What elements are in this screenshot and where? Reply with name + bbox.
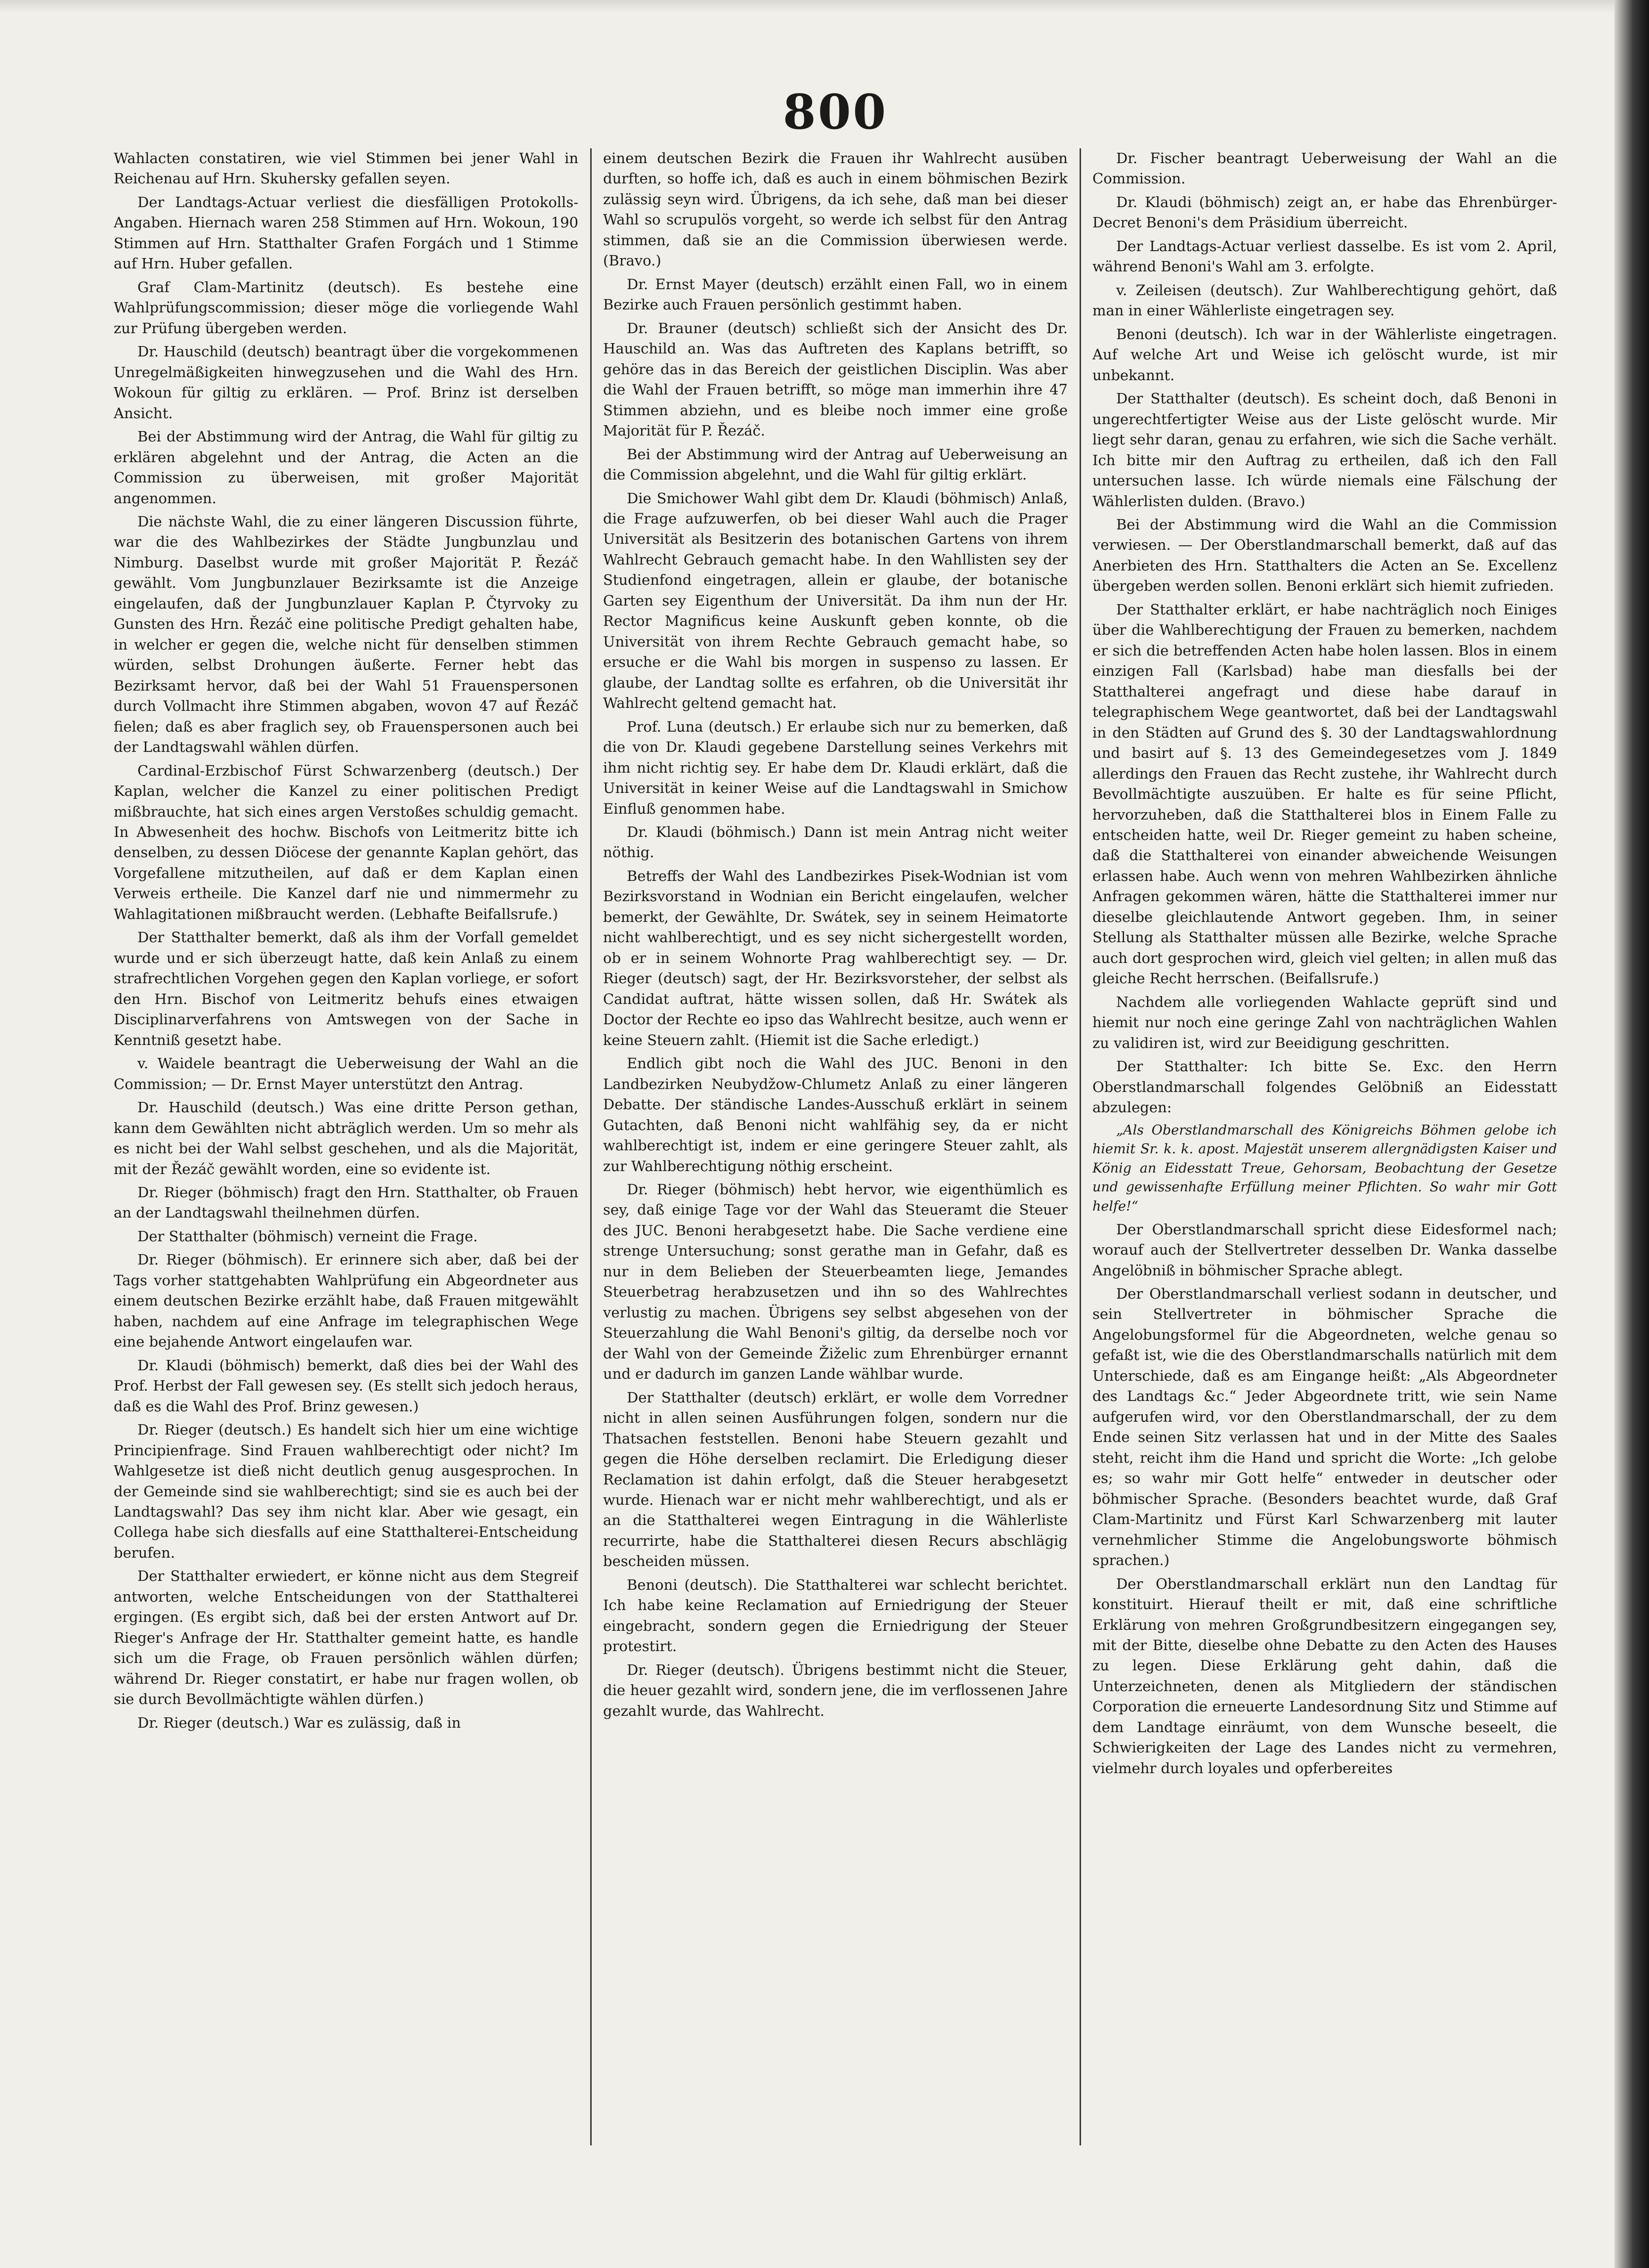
- column-rule: [1080, 148, 1081, 2145]
- paragraph: Graf Clam-Martinitz (deutsch). Es bestehe eine Wahlprüfungscommission; dieser möge die vorliegende Wahl zur Prüfung übergeben werden.: [114, 278, 578, 337]
- paragraph: Der Oberstlandmarschall erklärt nun den Landtag für konstituirt. Hierauf theilt er mit, daß eine schriftliche Erklärung von mehren Großgrundbesitzern eingegangen sey, mit der Bitte, dieselbe ohne Debatte zu den Acten des Hauses zu legen. Diese Erklärung geht dahin, daß die Unterzeichneten, denen als Mitgliedern der ständischen Corporation die erneuerte Landesordnung Sitz und Stimme auf dem Landtage einräumt, von dem Wunsche beseelt, die Schwierigkeiten der Lage des Landes nicht zu vermehren, vielmehr durch loyales und opferbereites: [1092, 1575, 1557, 1777]
- paragraph: Bei der Abstimmung wird der Antrag auf Ueberweisung an die Commission abgelehnt, und die Wahl für giltig erklärt.: [603, 445, 1068, 483]
- scan-binding-edge: [1614, 0, 1649, 2268]
- paragraph: Nachdem alle vorliegenden Wahlacte geprüft sind und hiemit nur noch eine geringe Zahl von nachträglichen Wahlen zu validiren ist, wird zur Beeidigung geschritten.: [1092, 993, 1557, 1051]
- scan-top-shadow: [0, 0, 1614, 13]
- paragraph: Dr. Fischer beantragt Ueberweisung der Wahl an die Commission.: [1092, 150, 1557, 187]
- paragraph: Dr. Rieger (deutsch.) Es handelt sich hier um eine wichtige Principienfrage. Sind Frauen wahlberechtigt oder nicht? Im Wahlgesetze ist dieß nicht deutlich genug ausgesprochen. In der Gemeinde sind sie wahlberechtigt; sind sie es auch bei der Landtagswahl? Das sey ihm nicht klar. Aber wie gesagt, ein Collega habe sich diesfalls auf eine Statthalterei-Entscheidung berufen.: [114, 1421, 578, 1561]
- paragraph: Dr. Rieger (deutsch.) War es zulässig, daß in: [137, 1714, 461, 1731]
- paragraph: Dr. Hauschild (deutsch) beantragt über die vorgekommenen Unregelmäßigkeiten hinwegzusehen und die Wahl des Hrn. Wokoun für giltig zu erklären. — Prof. Brinz ist derselben Ansicht.: [114, 343, 578, 422]
- paragraph: Der Statthalter erwiedert, er könne nicht aus dem Stegreif antworten, welche Entscheidungen von der Statthalterei ergingen. (Es ergibt sich, daß bei der ersten Antwort auf Dr. Rieger's Anfrage der Hr. Statthalter gemeint hatte, es handle sich um die Frage, ob Frauen persönlich wählen dürfen; während Dr. Rieger constatirt, er habe nur fragen wollen, ob sie durch Bevollmächtigte wählen dürfen.): [114, 1568, 578, 1708]
- paragraph: Dr. Rieger (deutsch). Übrigens bestimmt nicht die Steuer, die heuer gezahlt wird, sondern jene, die im verflossenen Jahre gezahlt wurde, das Wahlrecht.: [603, 1661, 1068, 1719]
- paragraph: Endlich gibt noch die Wahl des JUC. Benoni in den Landbezirken Neubydžow-Chlumetz Anlaß zu einer längeren Debatte. Der ständische Landes-Ausschuß erklärt in seinem Gutachten, daß Benoni nicht wahlfähig sey, da er nicht wahlberechtigt ist, indem er eine geringere Steuer zahlt, als zur Wahlberechtigung nöthig erscheint.: [603, 1055, 1068, 1175]
- paragraph: Der Landtags-Actuar verliest dasselbe. Es ist vom 2. April, während Benoni's Wahl am 3. erfolgte.: [1092, 237, 1557, 275]
- paragraph: Der Statthalter (deutsch) erklärt, er wolle dem Vorredner nicht in allen seinen Ausführungen folgen, sondern nur die Thatsachen feststellen. Benoni habe Steuern gezahlt und gegen die Höhe derselben reclamirt. Die Erledigung dieser Reclamation ist dahin erfolgt, daß die Steuer herabgesetzt wurde. Hienach war er nicht mehr wahlberechtigt, und als er an die Statthalterei wegen Eintragung in die Wählerliste recurrirte, habe die Statthalterei diesen Recurs abschlägig bescheiden müssen.: [603, 1389, 1068, 1570]
- paragraph: einem deutschen Bezirk die Frauen ihr Wahlrecht ausüben durften, so hoffe ich, daß es auch in einem böhmischen Bezirk zulässig seyn wird. Übrigens, da ich sehe, daß man bei dieser Wahl so scrupulös vorgeht, so werde ich selbst für den Antrag stimmen, daß sie an die Commission überwiesen werde. (Bravo.): [603, 150, 1068, 269]
- paragraph: Die Smichower Wahl gibt dem Dr. Klaudi (böhmisch) Anlaß, die Frage aufzuwerfen, ob bei dieser Wahl auch die Prager Universität als Besitzerin des botanischen Gartens von ihrem Wahlrecht Gebrauch gemacht habe. In den Wahllisten sey der Studienfond eingetragen, allein er glaube, der botanische Garten sey Eigenthum der Universität. Da ihm nun der Hr. Rector Magnificus keine Auskunft geben konnte, ob die Universität von ihrem Rechte Gebrauch gemacht habe, so ersuche er die Wahl bis morgen in suspenso zu lassen. Er glaube, der Landtag sollte es erfahren, ob die Universität ihr Wahlrecht geltend gemacht hat.: [603, 489, 1068, 712]
- newspaper-page: [114, 74, 1557, 2150]
- paragraph: Dr. Klaudi (böhmisch) zeigt an, er habe das Ehrenbürger-Decret Benoni's dem Präsidium überreicht.: [1092, 193, 1557, 231]
- page-number: 800: [782, 84, 888, 140]
- paragraph: Dr. Rieger (böhmisch) hebt hervor, wie eigenthümlich es sey, daß einige Tage vor der Wahl das Steueramt die Steuer des JUC. Benoni herabgesetzt habe. Die Sache verdiene eine strenge Untersuchung; sonst gerathe man in Gefahr, daß es nur in dem Belieben der Steuerbeamten liege, Jemandes Steuerbetrag herabzusetzen und ihn so des Wahlrechtes verlustig zu machen. Übrigens sey selbst abgesehen von der Steuerzahlung die Wahl Benoni's giltig, da derselbe noch vor der Wahl von der Gemeinde Žiželic zum Ehrenbürger ernannt und er dadurch im ganzen Lande wählbar wurde.: [603, 1180, 1068, 1383]
- paragraph: Benoni (deutsch). Ich war in der Wählerliste eingetragen. Auf welche Art und Weise ich gelöscht wurde, ist mir unbekannt.: [1092, 325, 1557, 384]
- text-column-2: [603, 148, 1068, 2145]
- paragraph: Der Oberstlandmarschall verliest sodann in deutscher, und sein Stellvertreter in böhmischer Sprache die Angelobungsformel für die Abgeordneten, welche genau so gefaßt ist, wie die des Oberstlandmarschalls natürlich mit dem Unterschiede, daß es am Eingange heißt: „Als Abgeordneter des Landtags &c.“ Jeder Abgeordnete tritt, wie sein Name aufgerufen wird, vor den Oberstlandmarschall, der zu dem Ende seinen Sitz verlassen hat und in der Mitte des Saales steht, reicht ihm die Hand und spricht die Worte: „Ich gelobe es; so wahr mir Gott helfe“ entweder in deutscher oder böhmischer Sprache. (Besonders beachtet wurde, daß Graf Clam-Martinitz und Fürst Karl Schwarzenberg mit lauter vernehmlicher Stimme die Angelobungsworte böhmisch sprachen.): [1092, 1285, 1557, 1569]
- paragraph: Der Landtags-Actuar verliest die diesfälligen Protokolls-Angaben. Hiernach waren 258 Stimmen auf Hrn. Wokoun, 190 Stimmen auf Hrn. Statthalter Grafen Forgách und 1 Stimme auf Hrn. Huber gefallen.: [114, 193, 578, 272]
- paragraph: v. Zeileisen (deutsch). Zur Wahlberechtigung gehört, daß man in einer Wählerliste eingetragen sey.: [1092, 281, 1557, 319]
- paragraph: v. Waidele beantragt die Ueberweisung der Wahl an die Commission; — Dr. Ernst Mayer unterstützt den Antrag.: [114, 1055, 578, 1092]
- paragraph: Dr. Ernst Mayer (deutsch) erzählt einen Fall, wo in einem Bezirke auch Frauen persönlich gestimmt haben.: [603, 275, 1068, 313]
- paragraph: Cardinal-Erzbischof Fürst Schwarzenberg (deutsch.) Der Kaplan, welcher die Kanzel zu einer politischen Predigt mißbrauchte, hat sich eines argen Verstoßes schuldig gemacht. In Abwesenheit des hochw. Bischofs von Leitmeritz bitte ich denselben, zu dessen Diöcese der genannte Kaplan gehört, das Vorgefallene mitzutheilen, auf daß er dem Kaplan einen Verweis ertheile. Die Kanzel darf nie und nimmermehr zu Wahlagitationen mißbraucht werden. (Lebhafte Beifallsrufe.): [114, 762, 578, 922]
- paragraph: Der Statthalter: Ich bitte Se. Exc. den Herrn Oberstlandmarschall folgendes Gelöbniß an Eidesstatt abzulegen:: [1092, 1058, 1557, 1116]
- paragraph: Dr. Klaudi (böhmisch) bemerkt, daß dies bei der Wahl des Prof. Herbst der Fall gewesen sey. (Es stellt sich jedoch heraus, daß es die Wahl des Prof. Brinz gewesen.): [114, 1356, 578, 1415]
- text-column-3: [1092, 148, 1557, 2145]
- paragraph: Bei der Abstimmung wird der Antrag, die Wahl für giltig zu erklären abgelehnt und der Antrag, die Acten an die Commission zu überweisen, mit großer Majorität angenommen.: [114, 428, 578, 507]
- paragraph: Bei der Abstimmung wird die Wahl an die Commission verwiesen. — Der Oberstlandmarschall bemerkt, daß auf das Anerbieten des Hrn. Statthalters die Acten an Se. Excellenz übergeben werden sollen. Benoni erklärt sich hiemit zufrieden.: [1092, 516, 1557, 595]
- paragraph: Der Statthalter (deutsch). Es scheint doch, daß Benoni in ungerechtfertigter Weise aus der Liste gelöscht wurde. Mir liegt sehr daran, genau zu erfahren, wie sich die Sache verhält. Ich bitte mir den Auftrag zu ertheilen, daß ich den Fall untersuchen lasse. Ich würde niemals eine Fälschung der Wählerlisten dulden. (Bravo.): [1092, 390, 1557, 510]
- column-rule: [590, 148, 592, 2145]
- paragraph: „Als Oberstlandmarschall des Königreichs Böhmen gelobe ich hiemit Sr. k. k. apost. Majestät unserem allergnädigsten Kaiser und König an Eidesstatt Treue, Gehorsam, Beobachtung der Gesetze und gewissenhafte Erfüllung meiner Pflichten. So wahr mir Gott helfe!“: [1092, 1122, 1557, 1214]
- paragraph: Der Statthalter bemerkt, daß als ihm der Vorfall gemeldet wurde und er sich überzeugt hatte, daß kein Anlaß zu einem strafrechtlichen Vorgehen gegen den Kaplan vorliege, er sofort den Hrn. Bischof von Leitmeritz behufs eines etwaigen Disciplinarverfahrens von Amtswegen von der Sache in Kenntniß gesetzt habe.: [114, 929, 578, 1048]
- paragraph: Dr. Hauschild (deutsch.) Was eine dritte Person gethan, kann dem Gewählten nicht abträglich werden. Um so mehr als es nicht bei der Wahl selbst geschehen, und als die Majorität, mit der Řezáč gewählt worden, eine so evidente ist.: [114, 1099, 578, 1178]
- paragraph: Benoni (deutsch). Die Statthalterei war schlecht berichtet. Ich habe keine Reclamation auf Erniedrigung der Steuer eingebracht, sondern gegen die Erniedrigung der Steuer protestirt.: [603, 1576, 1068, 1655]
- paragraph: Dr. Klaudi (böhmisch.) Dann ist mein Antrag nicht weiter nöthig.: [603, 824, 1068, 861]
- text-column-1: [114, 148, 578, 2145]
- paragraph: Der Oberstlandmarschall spricht diese Eidesformel nach; worauf auch der Stellvertreter desselben Dr. Wanka dasselbe Angelöbniß in böhmischer Sprache ablegt.: [1092, 1221, 1557, 1279]
- paragraph: Dr. Rieger (böhmisch) fragt den Hrn. Statthalter, ob Frauen an der Landtagswahl theilnehmen dürfen.: [114, 1183, 578, 1221]
- paragraph: Betreffs der Wahl des Landbezirkes Pisek-Wodnian ist vom Bezirksvorstand in Wodnian ein Bericht eingelaufen, welcher bemerkt, der Gewählte, Dr. Swátek, sey in seinem Heimatorte nicht wahlberechtigt, und es sey nicht sichergestellt worden, ob er in seinem Wohnorte Prag wahlberechtigt sey. — Dr. Rieger (deutsch) sagt, der Hr. Bezirksvorsteher, der selbst als Candidat auftrat, hätte wissen sollen, daß Hr. Swátek als Doctor der Rechte eo ipso das Wahlrecht besitze, auch wenn er keine Steuern zahlt. (Hiemit ist die Sache erledigt.): [603, 867, 1068, 1048]
- paragraph: Wahlacten constatiren, wie viel Stimmen bei jener Wahl in Reichenau auf Hrn. Skuhersky gefallen seyen.: [114, 150, 578, 187]
- paragraph: Der Statthalter erklärt, er habe nachträglich noch Einiges über die Wahlberechtigung der Frauen zu bemerken, nachdem er sich die betreffenden Acten habe holen lassen. Blos in einem einzigen Fall (Karlsbad) habe man diesfalls bei der Statthalterei angefragt und diese habe darauf in telegraphischem Wege geantwortet, daß bei der Landtagswahl in den Städten auf Grund des §. 30 der Landtagswahlordnung und basirt auf §. 13 des Gemeindegesetzes vom J. 1849 allerdings den Frauen das Recht zustehe, ihr Wahlrecht durch Bevollmächtigte auszuüben. Er halte es für seine Pflicht, hervorzuheben, daß die Statthalterei blos in Einem Falle zu entscheiden hatte, weil Dr. Rieger gemeint zu haben scheine, daß die Statthalterei von einander abweichende Weisungen erlassen habe. Auch wenn von mehren Wahlbezirken ähnliche Anfragen gekommen wären, hätte die Statthalterei immer nur dieselbe gleichlautende Antwort gegeben. Ihm, in seiner Stellung als Statthalter müssen alle Bezirke, welche Sprache auch dort gesprochen wird, gleich viel gelten; in allen muß das gleiche Recht herrschen. (Beifallsrufe.): [1092, 601, 1557, 987]
- paragraph: Der Statthalter (böhmisch) verneint die Frage.: [137, 1227, 478, 1245]
- paragraph: Dr. Rieger (böhmisch). Er erinnere sich aber, daß bei der Tags vorher stattgehabten Wahlprüfung ein Abgeordneter aus einem deutschen Bezirke erzählt habe, daß Frauen mitgewählt haben, nachdem auf eine Anfrage im telegraphischen Wege eine bejahende Antwort eingelaufen war.: [114, 1251, 578, 1351]
- paragraph: Prof. Luna (deutsch.) Er erlaube sich nur zu bemerken, daß die von Dr. Klaudi gegebene Darstellung seines Verkehrs mit ihm nicht richtig sey. Er habe dem Dr. Klaudi erklärt, daß die Universität in keiner Weise auf die Landtagswahl in Smichow Einfluß genommen habe.: [603, 718, 1068, 817]
- paragraph: Die nächste Wahl, die zu einer längeren Discussion führte, war die des Wahlbezirkes der Städte Jungbunzlau und Nimburg. Daselbst wurde mit großer Majorität P. Řezáč gewählt. Vom Jungbunzlauer Bezirksamte ist die Anzeige eingelaufen, daß der Jungbunzlauer Kaplan P. Čtyrvoky zu Gunsten des Hrn. Řezáč eine politische Predigt gehalten habe, in welcher er gegen die, welche nicht für denselben stimmen würden, selbst Drohungen äußerte. Ferner hebt das Bezirksamt hervor, daß bei der Wahl 51 Frauenspersonen durch Vollmacht ihre Stimmen abgaben, wovon 47 auf Řezáč fielen; daß es aber fraglich sey, ob Frauenspersonen auch bei der Landtagswahl wählen dürfen.: [114, 513, 578, 756]
- paragraph: Dr. Brauner (deutsch) schließt sich der Ansicht des Dr. Hauschild an. Was das Auftreten des Kaplans betrifft, so gehöre das in das Bereich der geistlichen Disciplin. Was aber die Wahl der Frauen betrifft, so möge man immerhin ihre 47 Stimmen abziehn, und es bleibe noch immer eine große Majorität für P. Řezáč.: [603, 319, 1068, 439]
